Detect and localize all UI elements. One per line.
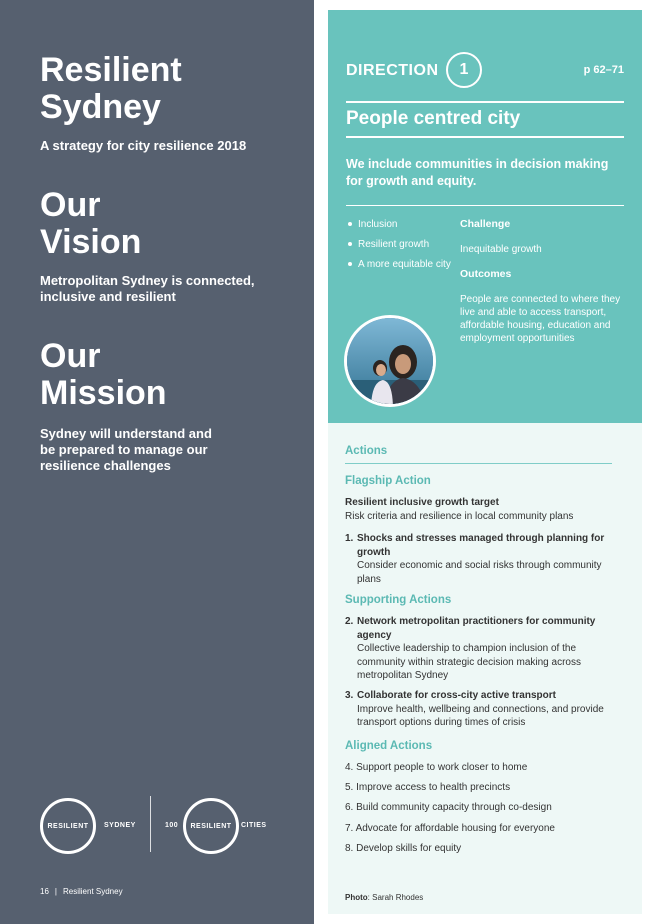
action-number: 2.	[345, 616, 354, 627]
list-item: Resilient growth	[346, 238, 456, 251]
logo-row	[40, 796, 280, 856]
flagship-action	[345, 496, 625, 523]
divider	[345, 463, 612, 464]
left-panel	[0, 0, 314, 924]
vision-heading	[40, 187, 141, 261]
list-item: 6. Build community capacity through co-design	[345, 802, 552, 813]
aligned-heading: Aligned Actions	[345, 740, 433, 752]
actions-heading: Actions	[345, 445, 388, 457]
action-number: 1.	[345, 533, 354, 544]
title-line-1: Resilient	[40, 51, 182, 89]
action-number: 3.	[345, 690, 354, 701]
vision-text: Metropolitan Sydney is connected, inclusive and resilient	[40, 273, 255, 304]
direction-title: People centred city	[346, 108, 521, 129]
list-item: A more equitable city	[346, 258, 456, 271]
action-item-2	[345, 615, 625, 683]
logo-sydney-text: SYDNEY	[104, 822, 136, 829]
divider	[346, 136, 624, 138]
resilient-sydney-logo-icon	[40, 798, 96, 854]
footer-title: Resilient Sydney	[62, 887, 123, 896]
page-number: 16	[40, 887, 49, 896]
divider	[346, 101, 624, 103]
list-item: Inclusion	[346, 218, 456, 231]
list-item: 5. Improve access to health precincts	[345, 782, 511, 793]
direction-card	[328, 10, 642, 423]
challenge-text: Inequitable growth	[460, 244, 542, 255]
direction-label: DIRECTION	[346, 62, 439, 79]
photo-illustration-icon	[347, 318, 436, 407]
list-item: 8. Develop skills for equity	[345, 843, 462, 854]
action-title: Network metropolitan practitioners for community agency	[357, 616, 596, 641]
outcomes-text: People are connected to where they live and able to access transport, affordable housing, education and employment opportunities	[460, 294, 621, 344]
actions-panel	[328, 423, 642, 914]
action-title: Collaborate for cross-city active transport	[357, 690, 556, 701]
logo-resilient-text: RESILIENT	[47, 822, 89, 830]
list-item: 7. Advocate for affordable housing for everyone	[345, 823, 555, 834]
page-footer	[40, 887, 123, 896]
supporting-heading: Supporting Actions	[345, 594, 452, 606]
logo-100-text: 100	[165, 822, 179, 829]
outcomes-heading: Outcomes	[460, 268, 512, 280]
logo-divider	[150, 796, 151, 852]
action-text: Collective leadership to champion inclusion of the community within strategic decision making across metropolitan Sydney	[357, 643, 581, 681]
vision-line-2: Vision	[40, 223, 142, 261]
action-text: Consider economic and social risks through community plans	[357, 560, 602, 585]
mission-text: Sydney will understand and be prepared to manage our resilience challenges	[40, 426, 212, 473]
flagship-heading: Flagship Action	[345, 475, 431, 487]
direction-number-badge: 1	[446, 52, 482, 88]
outcome-bullets	[346, 218, 456, 278]
logo-resilient2-text: RESILIENT	[190, 822, 232, 830]
action-title: Shocks and stresses managed through planning for growth	[357, 533, 605, 558]
credit-label: Photo	[345, 893, 368, 902]
page-reference: p 62–71	[583, 64, 624, 76]
mission-heading	[40, 338, 167, 412]
logo-cities-text: CITIES	[241, 822, 267, 829]
photo-credit	[345, 893, 423, 902]
credit-name: : Sarah Rhodes	[367, 893, 424, 902]
100-resilient-cities-logo-icon	[183, 798, 239, 854]
people-photo	[344, 315, 436, 407]
flagship-title: Resilient inclusive growth target	[345, 497, 499, 508]
action-item-3	[345, 689, 625, 730]
action-text: Improve health, wellbeing and connections, and provide transport options during times of crisis	[357, 703, 604, 728]
mission-line-1: Our	[40, 337, 101, 375]
challenge-heading: Challenge	[460, 218, 511, 230]
challenge-outcomes	[460, 218, 624, 357]
document-subtitle: A strategy for city resilience 2018	[40, 138, 247, 153]
footer-separator: |	[54, 887, 57, 896]
flagship-text: Risk criteria and resilience in local community plans	[345, 510, 574, 522]
direction-lead: We include communities in decision making for growth and equity.	[346, 157, 609, 188]
document-title	[40, 52, 182, 126]
vision-line-1: Our	[40, 186, 101, 224]
title-line-2: Sydney	[40, 88, 161, 126]
list-item: 4. Support people to work closer to home	[345, 762, 528, 773]
divider	[346, 205, 624, 206]
mission-line-2: Mission	[40, 374, 167, 412]
action-item-1	[345, 532, 625, 586]
